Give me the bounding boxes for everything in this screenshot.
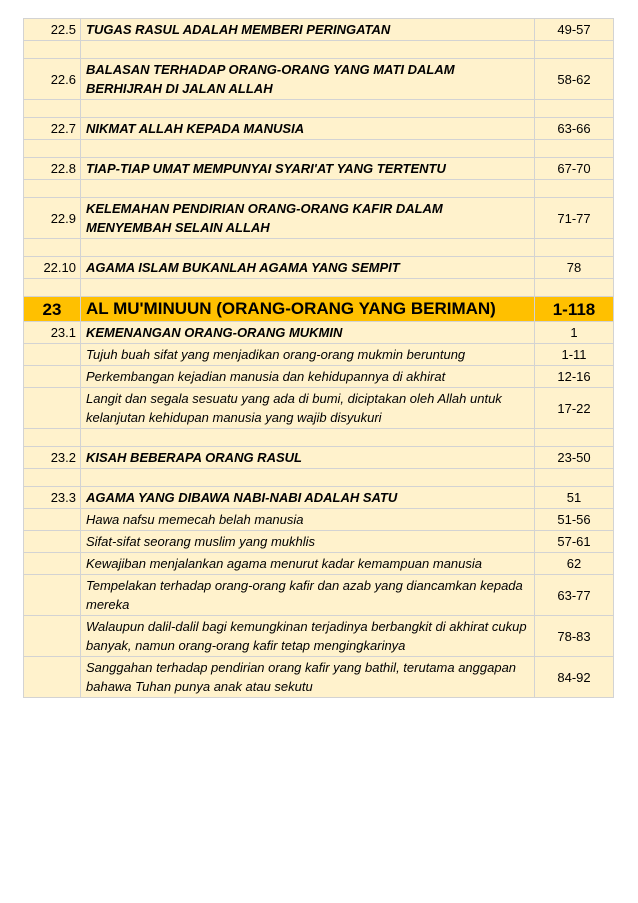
toc-title: TUGAS RASUL ADALAH MEMBERI PERINGATAN	[81, 19, 535, 41]
toc-title: Tujuh buah sifat yang menjadikan orang-orang mukmin beruntung	[81, 344, 535, 366]
toc-number: 22.7	[24, 118, 81, 140]
toc-title: NIKMAT ALLAH KEPADA MANUSIA	[81, 118, 535, 140]
spacer-cell	[81, 429, 535, 447]
subsection-row	[24, 531, 614, 553]
toc-page-range: 17-22	[535, 388, 614, 429]
toc-page-range: 78	[535, 257, 614, 279]
toc-title: AGAMA YANG DIBAWA NABI-NABI ADALAH SATU	[81, 487, 535, 509]
toc-number	[24, 344, 81, 366]
spacer-cell	[535, 180, 614, 198]
chapter-row	[24, 297, 614, 322]
toc-number: 23.2	[24, 447, 81, 469]
toc-number: 22.9	[24, 198, 81, 239]
subsection-row	[24, 388, 614, 429]
spacer-cell	[24, 180, 81, 198]
spacer-cell	[535, 279, 614, 297]
toc-number	[24, 388, 81, 429]
toc-title: Walaupun dalil-dalil bagi kemungkinan terjadinya berbangkit di akhirat cukup banyak, namun orang-orang kafir tetap mengingkarinya	[81, 616, 535, 657]
subsection-row	[24, 616, 614, 657]
spacer-row	[24, 100, 614, 118]
toc-page-range: 78-83	[535, 616, 614, 657]
section-row	[24, 257, 614, 279]
section-row	[24, 447, 614, 469]
subsection-row	[24, 344, 614, 366]
toc-page-range: 84-92	[535, 657, 614, 698]
spacer-cell	[24, 100, 81, 118]
toc-title: KEMENANGAN ORANG-ORANG MUKMIN	[81, 322, 535, 344]
spacer-cell	[535, 469, 614, 487]
toc-page-range: 63-66	[535, 118, 614, 140]
section-row	[24, 59, 614, 100]
toc-page-range: 63-77	[535, 575, 614, 616]
toc-number	[24, 616, 81, 657]
section-row	[24, 118, 614, 140]
spacer-row	[24, 140, 614, 158]
toc-page-range: 51-56	[535, 509, 614, 531]
spacer-cell	[24, 469, 81, 487]
toc-number: 22.8	[24, 158, 81, 180]
table-of-contents	[23, 18, 614, 698]
toc-number: 22.6	[24, 59, 81, 100]
toc-page-range: 51	[535, 487, 614, 509]
toc-number	[24, 553, 81, 575]
subsection-row	[24, 366, 614, 388]
toc-title: Langit dan segala sesuatu yang ada di bumi, diciptakan oleh Allah untuk kelanjutan kehidupan manusia yang wajib disyukuri	[81, 388, 535, 429]
spacer-cell	[24, 279, 81, 297]
spacer-row	[24, 239, 614, 257]
toc-title: KISAH BEBERAPA ORANG RASUL	[81, 447, 535, 469]
section-row	[24, 487, 614, 509]
spacer-cell	[81, 140, 535, 158]
toc-page-range: 67-70	[535, 158, 614, 180]
toc-title: Sifat-sifat seorang muslim yang mukhlis	[81, 531, 535, 553]
toc-page-range: 49-57	[535, 19, 614, 41]
toc-number	[24, 575, 81, 616]
toc-page-range: 1-118	[535, 297, 614, 322]
spacer-cell	[81, 180, 535, 198]
subsection-row	[24, 553, 614, 575]
section-row	[24, 19, 614, 41]
toc-page-range: 1-11	[535, 344, 614, 366]
subsection-row	[24, 657, 614, 698]
spacer-cell	[24, 239, 81, 257]
spacer-cell	[535, 100, 614, 118]
toc-title: TIAP-TIAP UMAT MEMPUNYAI SYARI'AT YANG TERTENTU	[81, 158, 535, 180]
spacer-cell	[24, 429, 81, 447]
toc-number: 22.10	[24, 257, 81, 279]
spacer-cell	[81, 41, 535, 59]
toc-title: AL MU'MINUUN (ORANG-ORANG YANG BERIMAN)	[81, 297, 535, 322]
toc-page-range: 12-16	[535, 366, 614, 388]
toc-title: Tempelakan terhadap orang-orang kafir dan azab yang diancamkan kepada mereka	[81, 575, 535, 616]
section-row	[24, 322, 614, 344]
toc-title: Perkembangan kejadian manusia dan kehidupannya di akhirat	[81, 366, 535, 388]
toc-title: BALASAN TERHADAP ORANG-ORANG YANG MATI DALAM BERHIJRAH DI JALAN ALLAH	[81, 59, 535, 100]
toc-number: 23.3	[24, 487, 81, 509]
spacer-cell	[81, 100, 535, 118]
toc-page-range: 1	[535, 322, 614, 344]
spacer-cell	[81, 239, 535, 257]
spacer-cell	[81, 279, 535, 297]
toc-title: Kewajiban menjalankan agama menurut kadar kemampuan manusia	[81, 553, 535, 575]
toc-title: KELEMAHAN PENDIRIAN ORANG-ORANG KAFIR DALAM MENYEMBAH SELAIN ALLAH	[81, 198, 535, 239]
toc-page-range: 57-61	[535, 531, 614, 553]
toc-number	[24, 366, 81, 388]
toc-number	[24, 531, 81, 553]
spacer-row	[24, 279, 614, 297]
subsection-row	[24, 509, 614, 531]
toc-page-range: 58-62	[535, 59, 614, 100]
toc-title: AGAMA ISLAM BUKANLAH AGAMA YANG SEMPIT	[81, 257, 535, 279]
toc-page-range: 23-50	[535, 447, 614, 469]
subsection-row	[24, 575, 614, 616]
toc-page-range: 71-77	[535, 198, 614, 239]
toc-title: Sanggahan terhadap pendirian orang kafir yang bathil, terutama anggapan bahawa Tuhan punya anak atau sekutu	[81, 657, 535, 698]
toc-number	[24, 509, 81, 531]
section-row	[24, 198, 614, 239]
toc-number	[24, 657, 81, 698]
section-row	[24, 158, 614, 180]
spacer-cell	[535, 239, 614, 257]
toc-title: Hawa nafsu memecah belah manusia	[81, 509, 535, 531]
spacer-row	[24, 469, 614, 487]
toc-number: 23.1	[24, 322, 81, 344]
spacer-cell	[24, 41, 81, 59]
toc-page-range: 62	[535, 553, 614, 575]
toc-body	[24, 19, 614, 698]
toc-number: 23	[24, 297, 81, 322]
spacer-cell	[535, 429, 614, 447]
toc-number: 22.5	[24, 19, 81, 41]
spacer-cell	[535, 41, 614, 59]
spacer-row	[24, 429, 614, 447]
spacer-cell	[535, 140, 614, 158]
spacer-cell	[81, 469, 535, 487]
spacer-row	[24, 180, 614, 198]
spacer-row	[24, 41, 614, 59]
spacer-cell	[24, 140, 81, 158]
